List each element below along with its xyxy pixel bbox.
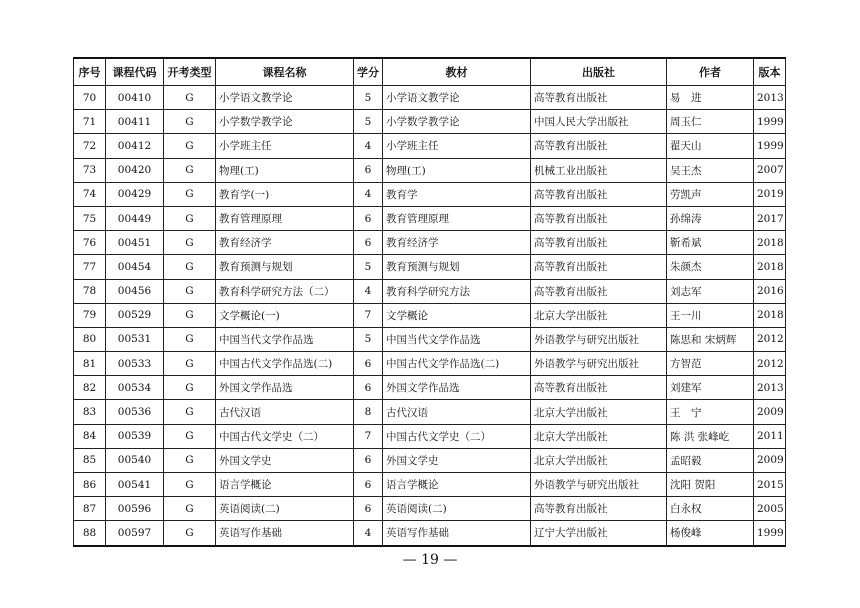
cell-credits: 5 [354,110,383,134]
cell-course-name: 教育预测与规划 [216,255,354,279]
cell-exam-type: G [164,352,216,376]
cell-course-code: 00420 [106,158,164,182]
table-row [74,158,786,182]
cell-exam-type: G [164,303,216,327]
cell-textbook: 外国文学史 [383,448,531,472]
cell-credits: 4 [354,521,383,546]
cell-author: 易 进 [667,86,754,110]
cell-author: 方智范 [667,352,754,376]
cell-course-name: 语言学概论 [216,473,354,497]
cell-publisher: 中国人民大学出版社 [531,110,667,134]
cell-textbook: 小学班主任 [383,134,531,158]
cell-course-code: 00541 [106,473,164,497]
header-author: 作者 [667,58,754,86]
cell-textbook: 小学语文教学论 [383,86,531,110]
cell-author: 劳凯声 [667,182,754,206]
cell-credits: 4 [354,182,383,206]
table-row [74,424,786,448]
cell-credits: 6 [354,231,383,255]
cell-course-code: 00529 [106,303,164,327]
cell-author: 王一川 [667,303,754,327]
cell-course-code: 00410 [106,86,164,110]
cell-author: 周玉仁 [667,110,754,134]
cell-publisher: 高等教育出版社 [531,231,667,255]
cell-course-name: 中国古代文学史（二） [216,424,354,448]
cell-edition: 2013 [754,86,786,110]
cell-publisher: 北京大学出版社 [531,303,667,327]
cell-seq: 79 [74,303,106,327]
cell-credits: 5 [354,327,383,351]
cell-edition: 1999 [754,521,786,546]
table-row [74,182,786,206]
cell-publisher: 高等教育出版社 [531,182,667,206]
cell-textbook: 教育管理原理 [383,206,531,230]
header-publisher: 出版社 [531,58,667,86]
cell-course-name: 古代汉语 [216,400,354,424]
table-row [74,134,786,158]
header-course-code: 课程代码 [106,58,164,86]
cell-credits: 6 [354,158,383,182]
cell-publisher: 机械工业出版社 [531,158,667,182]
cell-edition: 2018 [754,303,786,327]
cell-author: 刘志军 [667,279,754,303]
cell-exam-type: G [164,86,216,110]
page-number: — 19 — [402,552,458,568]
cell-credits: 8 [354,400,383,424]
cell-credits: 4 [354,279,383,303]
table-body [74,86,786,546]
cell-publisher: 高等教育出版社 [531,255,667,279]
cell-seq: 80 [74,327,106,351]
cell-course-code: 00531 [106,327,164,351]
cell-seq: 88 [74,521,106,546]
table-row [74,376,786,400]
table-row [74,255,786,279]
cell-exam-type: G [164,231,216,255]
cell-course-code: 00534 [106,376,164,400]
cell-course-code: 00536 [106,400,164,424]
cell-publisher: 高等教育出版社 [531,206,667,230]
cell-course-name: 中国古代文学作品选(二) [216,352,354,376]
cell-edition: 2018 [754,231,786,255]
cell-publisher: 高等教育出版社 [531,134,667,158]
cell-course-code: 00597 [106,521,164,546]
table-row [74,352,786,376]
cell-author: 沈阳 贺阳 [667,473,754,497]
cell-exam-type: G [164,158,216,182]
cell-publisher: 外语教学与研究出版社 [531,473,667,497]
cell-textbook: 文学概论 [383,303,531,327]
cell-seq: 73 [74,158,106,182]
cell-edition: 2015 [754,473,786,497]
table-row [74,521,786,546]
cell-author: 翟天山 [667,134,754,158]
cell-textbook: 中国当代文学作品选 [383,327,531,351]
cell-author: 靳希斌 [667,231,754,255]
header-edition: 版本 [754,58,786,86]
cell-course-name: 教育科学研究方法（二） [216,279,354,303]
cell-textbook: 物理(工) [383,158,531,182]
cell-publisher: 北京大学出版社 [531,400,667,424]
cell-seq: 86 [74,473,106,497]
cell-exam-type: G [164,206,216,230]
cell-textbook: 中国古代文学史（二） [383,424,531,448]
cell-textbook: 英语阅读(二) [383,497,531,521]
cell-credits: 4 [354,134,383,158]
cell-seq: 83 [74,400,106,424]
table-row [74,86,786,110]
cell-author: 孟昭毅 [667,448,754,472]
cell-course-name: 教育经济学 [216,231,354,255]
cell-course-code: 00429 [106,182,164,206]
cell-publisher: 高等教育出版社 [531,86,667,110]
cell-publisher: 高等教育出版社 [531,279,667,303]
cell-author: 孙绵涛 [667,206,754,230]
cell-seq: 71 [74,110,106,134]
cell-publisher: 北京大学出版社 [531,448,667,472]
cell-edition: 2009 [754,400,786,424]
cell-seq: 85 [74,448,106,472]
cell-seq: 72 [74,134,106,158]
cell-exam-type: G [164,110,216,134]
cell-course-name: 中国当代文学作品选 [216,327,354,351]
cell-textbook: 中国古代文学作品选(二) [383,352,531,376]
cell-seq: 77 [74,255,106,279]
table-header-row [74,58,786,86]
cell-exam-type: G [164,134,216,158]
cell-textbook: 教育经济学 [383,231,531,255]
cell-textbook: 教育学 [383,182,531,206]
cell-edition: 1999 [754,110,786,134]
cell-edition: 1999 [754,134,786,158]
cell-seq: 82 [74,376,106,400]
cell-course-code: 00533 [106,352,164,376]
table-row [74,400,786,424]
cell-course-name: 教育学(一) [216,182,354,206]
table-row [74,279,786,303]
cell-exam-type: G [164,473,216,497]
cell-exam-type: G [164,497,216,521]
cell-textbook: 英语写作基础 [383,521,531,546]
cell-course-code: 00451 [106,231,164,255]
cell-seq: 84 [74,424,106,448]
cell-seq: 78 [74,279,106,303]
header-exam-type: 开考类型 [164,58,216,86]
cell-credits: 7 [354,303,383,327]
cell-course-name: 外国文学史 [216,448,354,472]
cell-course-code: 00411 [106,110,164,134]
cell-course-code: 00412 [106,134,164,158]
cell-course-name: 英语阅读(二) [216,497,354,521]
cell-seq: 87 [74,497,106,521]
cell-publisher: 辽宁大学出版社 [531,521,667,546]
cell-textbook: 小学数学教学论 [383,110,531,134]
cell-textbook: 语言学概论 [383,473,531,497]
cell-course-code: 00596 [106,497,164,521]
table-row [74,110,786,134]
cell-edition: 2005 [754,497,786,521]
cell-exam-type: G [164,448,216,472]
cell-author: 白永权 [667,497,754,521]
cell-exam-type: G [164,376,216,400]
cell-course-code: 00540 [106,448,164,472]
cell-seq: 81 [74,352,106,376]
cell-publisher: 高等教育出版社 [531,497,667,521]
cell-exam-type: G [164,327,216,351]
cell-exam-type: G [164,182,216,206]
course-table-document [73,57,785,547]
cell-credits: 6 [354,376,383,400]
course-table [73,57,786,547]
cell-exam-type: G [164,279,216,303]
cell-author: 刘建军 [667,376,754,400]
table-row [74,206,786,230]
cell-author: 王 宁 [667,400,754,424]
cell-publisher: 高等教育出版社 [531,376,667,400]
cell-credits: 7 [354,424,383,448]
table-row [74,448,786,472]
cell-course-name: 小学班主任 [216,134,354,158]
cell-edition: 2016 [754,279,786,303]
header-seq: 序号 [74,58,106,86]
cell-credits: 6 [354,352,383,376]
cell-exam-type: G [164,521,216,546]
cell-edition: 2019 [754,182,786,206]
cell-course-name: 文学概论(一) [216,303,354,327]
cell-author: 杨俊峰 [667,521,754,546]
cell-seq: 70 [74,86,106,110]
cell-credits: 6 [354,448,383,472]
cell-course-code: 00456 [106,279,164,303]
cell-author: 陈 洪 张峰屹 [667,424,754,448]
cell-publisher: 北京大学出版社 [531,424,667,448]
cell-seq: 76 [74,231,106,255]
cell-author: 陈思和 宋炳辉 [667,327,754,351]
cell-edition: 2012 [754,352,786,376]
cell-course-name: 小学数学教学论 [216,110,354,134]
header-textbook: 教材 [383,58,531,86]
cell-edition: 2013 [754,376,786,400]
cell-author: 吴王杰 [667,158,754,182]
cell-publisher: 外语教学与研究出版社 [531,327,667,351]
cell-course-code: 00454 [106,255,164,279]
table-row [74,303,786,327]
cell-textbook: 外国文学作品选 [383,376,531,400]
cell-edition: 2007 [754,158,786,182]
cell-credits: 5 [354,86,383,110]
header-course-name: 课程名称 [216,58,354,86]
cell-exam-type: G [164,255,216,279]
cell-textbook: 教育预测与规划 [383,255,531,279]
cell-textbook: 古代汉语 [383,400,531,424]
cell-credits: 6 [354,497,383,521]
cell-course-name: 外国文学作品选 [216,376,354,400]
cell-credits: 6 [354,473,383,497]
cell-seq: 75 [74,206,106,230]
cell-course-name: 物理(工) [216,158,354,182]
cell-textbook: 教育科学研究方法 [383,279,531,303]
header-credits: 学分 [354,58,383,86]
cell-credits: 5 [354,255,383,279]
cell-exam-type: G [164,424,216,448]
table-row [74,327,786,351]
cell-course-name: 教育管理原理 [216,206,354,230]
cell-exam-type: G [164,400,216,424]
cell-credits: 6 [354,206,383,230]
cell-course-name: 英语写作基础 [216,521,354,546]
cell-edition: 2017 [754,206,786,230]
table-row [74,473,786,497]
cell-course-code: 00449 [106,206,164,230]
cell-course-code: 00539 [106,424,164,448]
cell-edition: 2009 [754,448,786,472]
cell-publisher: 外语教学与研究出版社 [531,352,667,376]
cell-course-name: 小学语文教学论 [216,86,354,110]
cell-author: 朱颜杰 [667,255,754,279]
cell-edition: 2018 [754,255,786,279]
cell-edition: 2011 [754,424,786,448]
cell-seq: 74 [74,182,106,206]
table-row [74,497,786,521]
cell-edition: 2012 [754,327,786,351]
table-row [74,231,786,255]
